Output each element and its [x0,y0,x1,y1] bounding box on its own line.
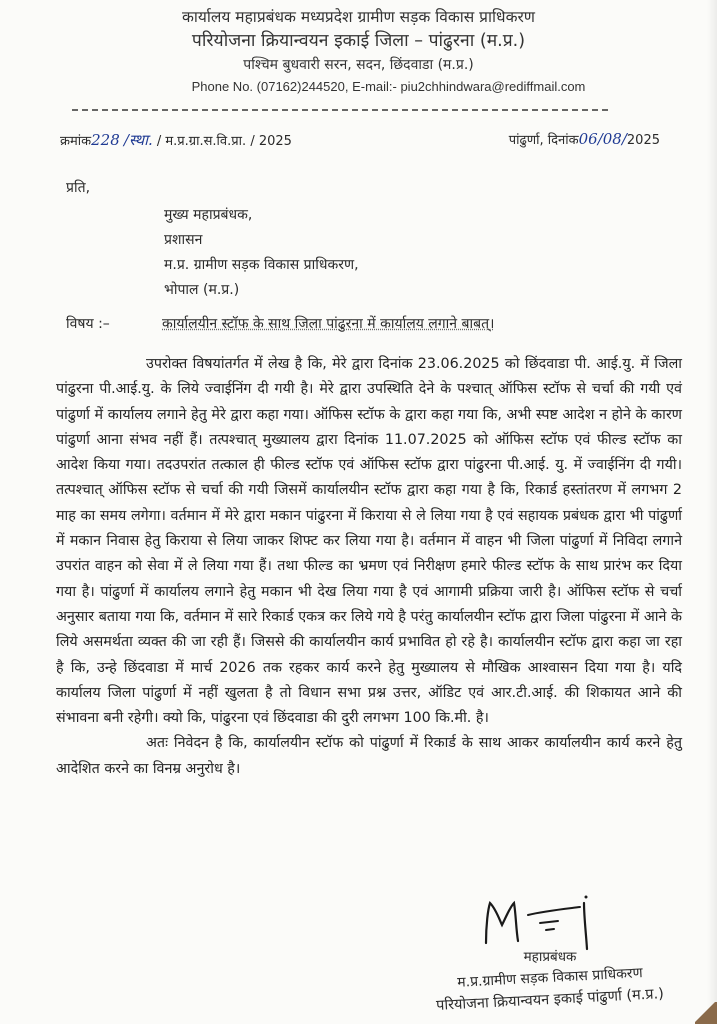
letterhead-unit-name: परियोजना क्रियान्वयन इकाई जिला – पांढुरना (म.प्र.) [191,31,526,51]
subject-line [66,314,686,333]
recipient-line: भोपाल (म.प्र.) [164,282,240,298]
place-date-prefix: पांढुर्णा, दिनांक [508,133,579,148]
reference-number [60,130,292,150]
signatory-organization: म.प्र.ग्रामीण सड़क विकास प्राधिकरण [456,965,644,991]
subject-text: कार्यालयीन स्टॉफ के साथ जिला पांढुरना में कार्यालय लगाने बाबत्। [162,316,495,332]
recipient-address-block [164,203,359,303]
handwritten-date: 06/08/ [578,130,627,148]
recipient-line: मुख्य महाप्रबंधक, [164,207,253,223]
body-paragraph: अतः निवेदन है कि, कार्यालयीन स्टॉफ को पांढुर्णा में रिकार्ड के साथ आकर कार्यालयीन कार्य करने हेतु आदेशित करने का विनम्र अनुरोध है। [56,735,682,777]
signature-block [400,895,700,1014]
recipient-salutation: प्रति, [66,180,91,196]
letterhead-office-name: कार्यालय महाप्रबंधक मध्यप्रदेश ग्रामीण सड़क विकास प्राधिकरण [181,8,536,26]
letter-body [56,352,682,782]
body-paragraph: उपरोक्त विषयांतर्गत में लेख है कि, मेरे द्वारा दिनांक 23.06.2025 को छिंदवाडा पी. आई.यु. में जिला पांढुरना पी.आई.यु. के लिये ज्वाईनिंग दी गयी है। मेरे द्वारा उपस्थिति देने के पश्चात् ऑफिस स्टॉफ से चर्चा की गयी एवं पांढुर्णा में कार्यालय लगाने हेतु मेरे द्वारा कहा गया। ऑफिस स्टॉफ के द्वारा कहा गया कि, अभी स्पष्ट आदेश न होने के कारण पांढुर्णा आना संभव नहीं हैं। तत्पश्चात् मुख्यालय द्वारा दिनांक 11.07.2025 को ऑफिस स्टॉफ एवं फील्ड स्टॉफ का आदेश किया गया। तदउपरांत तत्काल ही फील्ड स्टॉफ एवं ऑफिस स्टॉफ द्वारा पांढुरना पी.आई. यु. में ज्वाईनिंग दी गयी। तत्पश्चात् ऑफिस स्टॉफ से चर्चा की गयी जिसमें कार्यालयीन स्टॉफ द्वारा कहा गया है कि, रिकार्ड हस्तांतरण में लगभग 2 माह का समय लगेगा। वर्तमान में मेरे द्वारा मकान पांढुरना में किराया से ले लिया गया है एवं सहायक प्रबंधक द्वारा भी पांढुर्णा में मकान निवास हेतु किराया से लिया जाकर शिफ्ट कर लिया गया है। वर्तमान में वाहन भी जिला पांढुर्णा में निविदा लगाने उपरांत वाहन को सेवा में ले लिया गया हैं। तथा फील्ड का भ्रमण एवं निरीक्षण हमारे फील्ड स्टॉफ के साथ प्रारंभ कर दिया गया है। पांढुर्णा में कार्यालय लगाने हेतु मकान भी देख लिया गया है एवं आगामी प्रक्रिया जारी है। ऑफिस स्टॉफ से चर्चा अनुसार बताया गया कि, वर्तमान में सारे रिकार्ड एकत्र कर लिये गये है परंतु कार्यालयीन स्टॉफ द्वारा जिला पांढुरना में आने के लिये असमर्थता व्यक्त की जा रही हैं। जिससे की कार्यालयीन कार्य प्रभावित हो रहे है। कार्यालयीन स्टॉफ द्वारा कहा जा रहा है कि, उन्हे छिंदवाडा में मार्च 2026 तक रहकर कार्य करने हेतु मुख्यालय से मौखिक आश्वासन दिया गया है। यदि कार्यालय जिला पांढुर्णा में नहीं खुलता है तो विधान सभा प्रश्न उत्तर, ऑडिट एवं आर.टी.आई. की शिकायत आने की संभावना बनी रहेगी। क्यो कि, पांढुरना एवं छिंदवाडा की दुरी लगभग 100 कि.मी. है। [56,356,683,727]
page-edge-shadow [707,0,717,1024]
handwritten-signature [480,895,600,947]
date-year: 2025 [626,133,660,148]
recipient-line: प्रशासन [164,232,203,248]
letterhead [0,6,717,98]
signature-scribble-icon [480,895,610,951]
recipient-address [66,175,359,303]
letterhead-contact: Phone No. (07162)244520, E-mail:- piu2chhindwara@rediffmail.com [191,79,586,94]
letterhead-address: पश्चिम बुधवारी सरन, सदन, छिंदवाडा (म.प्र.) [243,57,474,73]
reference-suffix: / म.प्र.ग्रा.स.वि.प्रा. / 2025 [156,134,292,149]
handwritten-section-code: /स्था. [123,131,153,149]
place-date [509,130,660,148]
signatory-unit: परियोजना क्रियान्वयन इकाई पांढुर्णा (म.प्र.) [435,986,665,1014]
handwritten-reference-number: 228 [91,131,120,149]
page-corner-shadow [695,1002,717,1024]
subject-label: विषय :– [66,316,110,332]
recipient-line: म.प्र. ग्रामीण सड़क विकास प्राधिकरण, [164,257,359,273]
letterhead-divider [72,109,608,111]
signatory-designation: महाप्रबंधक [523,949,577,965]
reference-prefix: क्रमांक [60,134,92,149]
reference-row [60,130,660,156]
